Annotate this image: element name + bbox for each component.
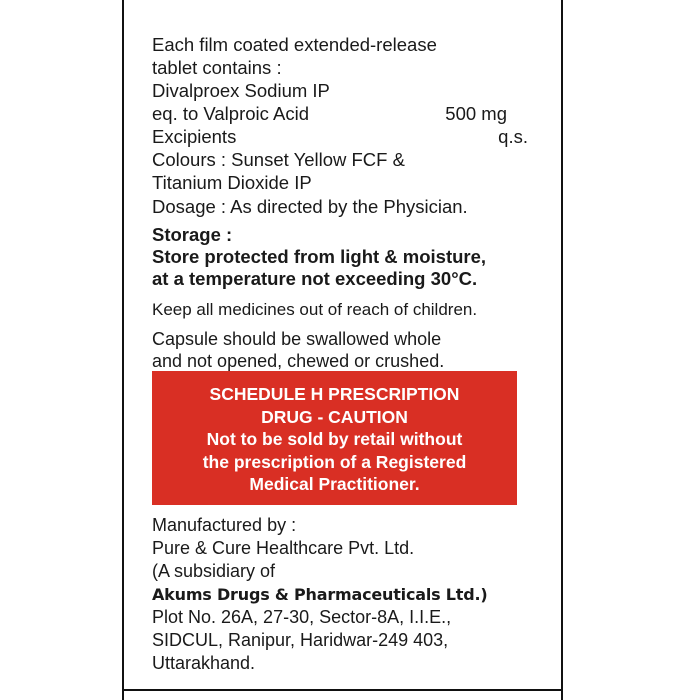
valproic-acid-amount: 500 mg — [445, 103, 507, 124]
colours-line-1: Colours : Sunset Yellow FCF & — [152, 149, 405, 170]
manufacturer-company: Pure & Cure Healthcare Pvt. Ltd. — [152, 538, 415, 558]
children-warning: Keep all medicines out of reach of children. — [152, 300, 478, 319]
valproic-acid-row — [152, 102, 542, 125]
capsule-instruction-1: Capsule should be swallowed whole — [152, 329, 442, 349]
left-border-line — [122, 0, 124, 700]
label-text-panel — [152, 33, 542, 372]
excipients-label: Excipients — [152, 126, 237, 147]
parent-company: Akums Drugs & Pharmaceuticals Ltd.) — [152, 585, 488, 604]
schedule-line-1: SCHEDULE H PRESCRIPTION — [209, 384, 460, 404]
schedule-line-3: Not to be sold by retail without — [206, 429, 463, 449]
manufactured-by-label: Manufactured by : — [152, 515, 297, 535]
address-line-2: SIDCUL, Ranipur, Haridwar-249 403, — [152, 630, 449, 650]
valproic-acid-label: eq. to Valproic Acid — [152, 103, 309, 124]
right-border-line — [561, 0, 563, 700]
schedule-h-warning-box — [152, 371, 517, 505]
composition-line-1: Each film coated extended-release — [152, 34, 437, 55]
address-line-1: Plot No. 26A, 27-30, Sector-8A, I.I.E., — [152, 607, 452, 627]
subsidiary-of-label: (A subsidiary of — [152, 561, 276, 581]
bottom-border-line — [122, 689, 563, 691]
storage-line-2: at a temperature not exceeding 30°C. — [152, 268, 478, 289]
storage-line-1: Store protected from light & moisture, — [152, 246, 487, 267]
manufacturer-block — [152, 514, 552, 675]
composition-line-2: tablet contains : — [152, 57, 282, 78]
excipients-amount: q.s. — [498, 126, 528, 147]
schedule-line-2: DRUG - CAUTION — [261, 406, 408, 427]
capsule-instruction-2: and not opened, chewed or crushed. — [152, 351, 445, 371]
schedule-line-5: Medical Practitioner. — [249, 474, 420, 494]
storage-heading: Storage : — [152, 224, 233, 245]
dosage-text: Dosage : As directed by the Physician. — [152, 196, 468, 217]
address-line-3: Uttarakhand. — [152, 653, 256, 673]
active-ingredient: Divalproex Sodium IP — [152, 80, 330, 101]
excipients-row — [152, 125, 542, 148]
schedule-line-4: the prescription of a Registered — [202, 451, 467, 472]
colours-line-2: Titanium Dioxide IP — [152, 172, 312, 193]
